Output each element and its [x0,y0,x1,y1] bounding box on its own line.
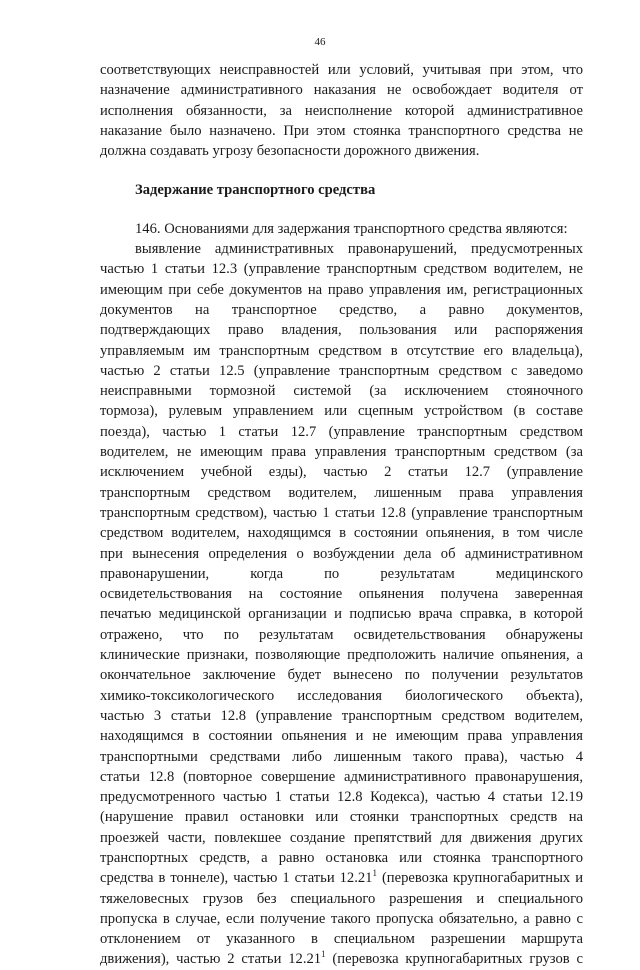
document-body [100,60,583,970]
text-line: наказание было назначено. При этом стоянка транспортного средства не [100,122,583,139]
text-line: частью 3 статьи 12.8 (управление транспортным средством водителем, [100,707,583,724]
text-line: окончательное заключение будет вынесено по получении результатов [100,667,583,684]
text-line: водителем, не имеющим права управления транспортным средством (за [100,444,583,461]
text-line: тяжеловесных грузов без специального разрешения и специального [100,890,583,907]
text-line: статьи 12.8 (повторное совершение административного правонарушения, [100,768,583,785]
text-line: документов на транспортное средство, а равно документов, [100,301,583,318]
text-line: поезда), частью 1 статьи 12.7 (управление транспортным средством [100,423,583,440]
text-line: тормоза), рулевым управлением или сцепным устройством (в составе [100,403,583,420]
text-line: печатью медицинской организации и подписью врача справка, в которой [100,606,583,623]
text-line: (нарушение правил остановки или стоянки транспортных средств на [100,809,583,826]
section-heading: Задержание транспортного средства [135,182,376,199]
text-line: назначение административного наказания не освобождает водителя от [100,82,583,99]
text-line-with-superscript [100,949,583,969]
page-number: 46 [314,36,326,48]
text-line: освидетельствования на состояние опьянения получена заверенная [100,586,583,603]
text-line: транспортных средств, а равно остановка или стоянка транспортного [100,849,583,866]
text-line: неисправными тормозной системой (за исключением стояночного [100,383,583,400]
text-line: подтверждающих право владения, пользования или распоряжения [100,322,583,339]
text-line: имеющим при себе документов на право управления им, регистрационных [100,281,583,298]
text-line: клинические признаки, позволяющие предположить наличие опьянения, а [100,647,583,664]
text-line: транспортным средством), частью 1 статьи 12.8 (управление транспортным [100,504,583,521]
paragraph-146: 146. Основаниями для задержания транспортного средства являются: [135,220,568,237]
text-line: должна создавать угрозу безопасности дорожного движения. [100,143,480,160]
text-line: соответствующих неисправностей или условий, учитывая при этом, что [100,62,583,78]
text-line: находящимся в состоянии опьянения и не имеющим права управления [100,728,583,745]
text-line: предусмотренного частью 1 статьи 12.8 Кодекса), частью 4 статьи 12.19 [100,789,583,806]
text-line: отклонением от указанного в специальном разрешении маршрута [100,931,583,948]
text-line: управляемым им транспортным средством в отсутствие его владельца), [100,342,583,359]
text-line: исключением учебной езды), частью 2 статьи 12.7 (управление [100,464,583,481]
text-line: отражено, что по результатам освидетельствования обнаружены [100,626,583,643]
text-line: химико-токсикологического исследования биологического объекта), [100,687,583,704]
text-line: частью 1 статьи 12.3 (управление транспортным средством водителем, не [100,261,583,278]
paragraph-continuation [100,60,583,161]
superscript: 1 [372,868,377,879]
text-span: движения), частью 2 статьи 12.21 [100,951,322,968]
text-line: выявление административных правонарушений, предусмотренных [135,241,583,258]
text-line: транспортным средством водителем, лишенным права управления [100,484,583,501]
text-span: средства в тоннеле), частью 1 статьи 12.21 [100,870,373,887]
text-line: пропуска в случае, если получение такого пропуска обязательно, а равно с [100,910,583,927]
superscript: 1 [321,949,326,960]
text-span: (перевозка крупногабаритных грузов с [325,951,583,968]
text-line: средством водителем, находящимся в состоянии опьянения, в том числе [100,525,583,542]
text-line: проезжей части, повлекшее создание препятствий для движения других [100,829,583,846]
text-line: исполнения обязанности, за неисполнение которой административное [100,102,583,119]
text-span: (перевозка крупногабаритных и [376,870,584,887]
text-line: частью 2 статьи 12.5 (управление транспортным средством с заведомо [100,362,583,379]
paragraph-grounds [100,239,583,970]
text-line: транспортными средствами либо лишенным такого права), частью 4 [100,748,583,765]
text-line-with-superscript [100,868,583,888]
text-line: при вынесения определения о возбуждении дела об административном [100,545,583,562]
text-line: правонарушении, когда по результатам медицинского [100,565,583,582]
